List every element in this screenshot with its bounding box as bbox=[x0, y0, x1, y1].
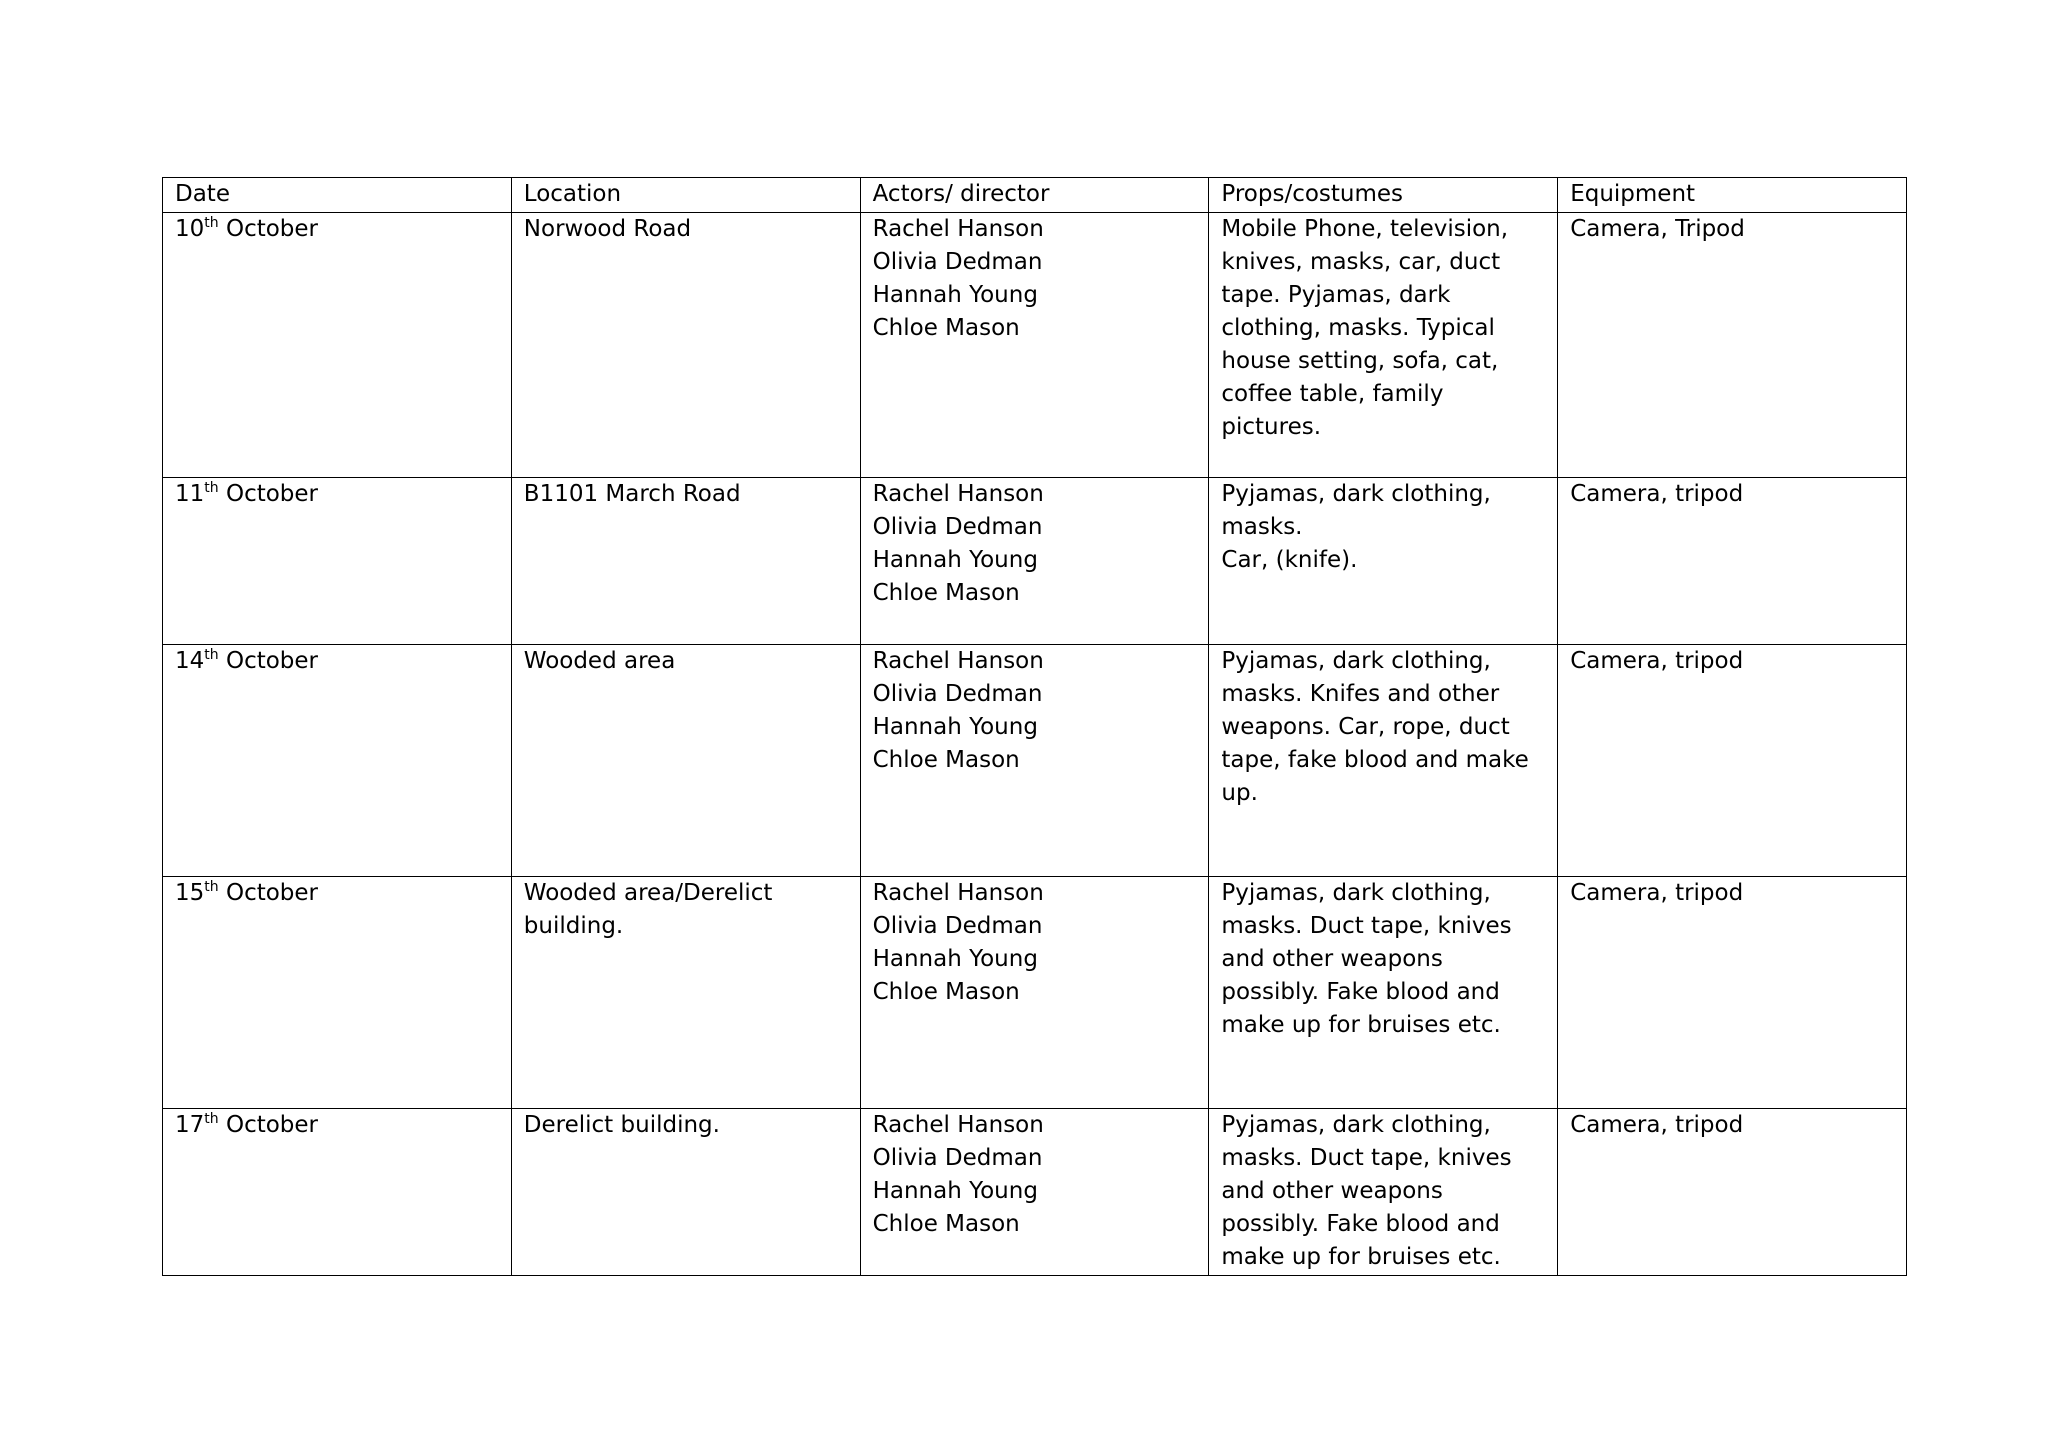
date-month: October bbox=[218, 481, 319, 507]
date-cell bbox=[163, 213, 512, 478]
header-location: Location bbox=[511, 178, 860, 213]
date-suffix: th bbox=[204, 647, 219, 663]
table-row bbox=[163, 478, 1907, 645]
equipment-cell: Camera, tripod bbox=[1558, 645, 1907, 877]
date-month: October bbox=[218, 1112, 319, 1138]
date-suffix: th bbox=[204, 879, 219, 895]
date-cell bbox=[163, 877, 512, 1109]
equipment-cell: Camera, tripod bbox=[1558, 478, 1907, 645]
actors-cell: Rachel Hanson Olivia Dedman Hannah Young Chloe Mason bbox=[860, 645, 1209, 877]
header-props-costumes: Props/costumes bbox=[1209, 178, 1558, 213]
date-day: 11 bbox=[175, 481, 205, 507]
filming-schedule-table bbox=[162, 177, 1907, 1276]
actors-cell: Rachel Hanson Olivia Dedman Hannah Young Chloe Mason bbox=[860, 213, 1209, 478]
header-row bbox=[163, 178, 1907, 213]
equipment-cell: Camera, tripod bbox=[1558, 1109, 1907, 1276]
date-cell bbox=[163, 478, 512, 645]
header-equipment: Equipment bbox=[1558, 178, 1907, 213]
location-cell: Wooded area/Derelict building. bbox=[511, 877, 860, 1109]
table-row bbox=[163, 213, 1907, 478]
actors-cell: Rachel Hanson Olivia Dedman Hannah Young Chloe Mason bbox=[860, 478, 1209, 645]
location-cell: Wooded area bbox=[511, 645, 860, 877]
location-cell: B1101 March Road bbox=[511, 478, 860, 645]
header-date: Date bbox=[163, 178, 512, 213]
table-row bbox=[163, 645, 1907, 877]
props-cell: Pyjamas, dark clothing, masks. Duct tape, knives and other weapons possibly. Fake blood and make up for bruises etc. bbox=[1209, 1109, 1558, 1276]
actors-cell: Rachel Hanson Olivia Dedman Hannah Young Chloe Mason bbox=[860, 877, 1209, 1109]
table-row bbox=[163, 877, 1907, 1109]
props-cell: Pyjamas, dark clothing, masks. Knifes and other weapons. Car, rope, duct tape, fake blood and make up. bbox=[1209, 645, 1558, 877]
date-day: 17 bbox=[175, 1112, 205, 1138]
actors-cell: Rachel Hanson Olivia Dedman Hannah Young Chloe Mason bbox=[860, 1109, 1209, 1276]
equipment-cell: Camera, tripod bbox=[1558, 877, 1907, 1109]
date-cell bbox=[163, 645, 512, 877]
header-actors-director: Actors/ director bbox=[860, 178, 1209, 213]
date-suffix: th bbox=[204, 215, 219, 231]
date-month: October bbox=[218, 880, 319, 906]
date-suffix: th bbox=[204, 1111, 219, 1127]
location-cell: Derelict building. bbox=[511, 1109, 860, 1276]
date-day: 10 bbox=[175, 216, 205, 242]
date-month: October bbox=[218, 648, 319, 674]
equipment-cell: Camera, Tripod bbox=[1558, 213, 1907, 478]
date-month: October bbox=[218, 216, 319, 242]
date-day: 14 bbox=[175, 648, 205, 674]
date-cell bbox=[163, 1109, 512, 1276]
date-suffix: th bbox=[204, 480, 219, 496]
props-cell: Pyjamas, dark clothing, masks. Car, (knife). bbox=[1209, 478, 1558, 645]
location-cell: Norwood Road bbox=[511, 213, 860, 478]
date-day: 15 bbox=[175, 880, 205, 906]
props-cell: Pyjamas, dark clothing, masks. Duct tape, knives and other weapons possibly. Fake blood and make up for bruises etc. bbox=[1209, 877, 1558, 1109]
table-row bbox=[163, 1109, 1907, 1276]
props-cell: Mobile Phone, television, knives, masks, car, duct tape. Pyjamas, dark clothing, masks. Typical house setting, sofa, cat, coffee table, family pictures. bbox=[1209, 213, 1558, 478]
